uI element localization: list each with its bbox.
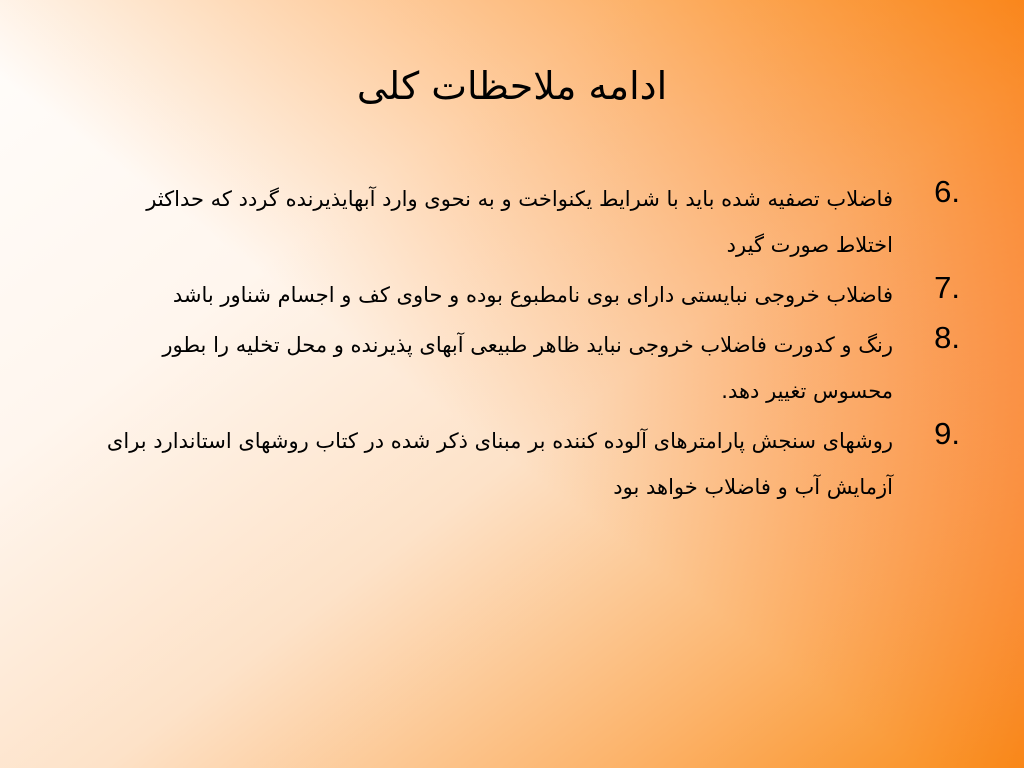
list-item bbox=[88, 322, 968, 414]
item-number: 9. bbox=[934, 416, 960, 451]
item-text: فاضلاب خروجی نبایستی دارای بوی نامطبوع بوده و حاوی کف و اجسام شناور باشد bbox=[172, 283, 893, 307]
item-number: 7. bbox=[934, 270, 960, 305]
item-text: رنگ و کدورت فاضلاب خروجی نباید ظاهر طبیعی آبهای پذیرنده و محل تخلیه را بطور محسوس تغییر دهد. bbox=[162, 333, 893, 403]
list-item bbox=[88, 418, 968, 510]
list-item bbox=[88, 272, 968, 318]
item-number: 6. bbox=[934, 174, 960, 209]
list-item bbox=[88, 176, 968, 268]
notes-list bbox=[88, 176, 968, 514]
item-text: فاضلاب تصفیه شده باید با شرایط یکنواخت و به نحوی وارد آبهایذیرنده گردد که حداکثر اختلاط صورت گیرد bbox=[146, 187, 893, 257]
item-number: 8. bbox=[934, 320, 960, 355]
item-text: روشهای سنجش پارامترهای آلوده کننده بر مبنای ذکر شده در کتاب روشهای استاندارد برای آزمایش آب و فاضلاب خواهد بود bbox=[106, 429, 893, 499]
slide-title: ادامه ملاحظات کلی bbox=[356, 64, 668, 108]
